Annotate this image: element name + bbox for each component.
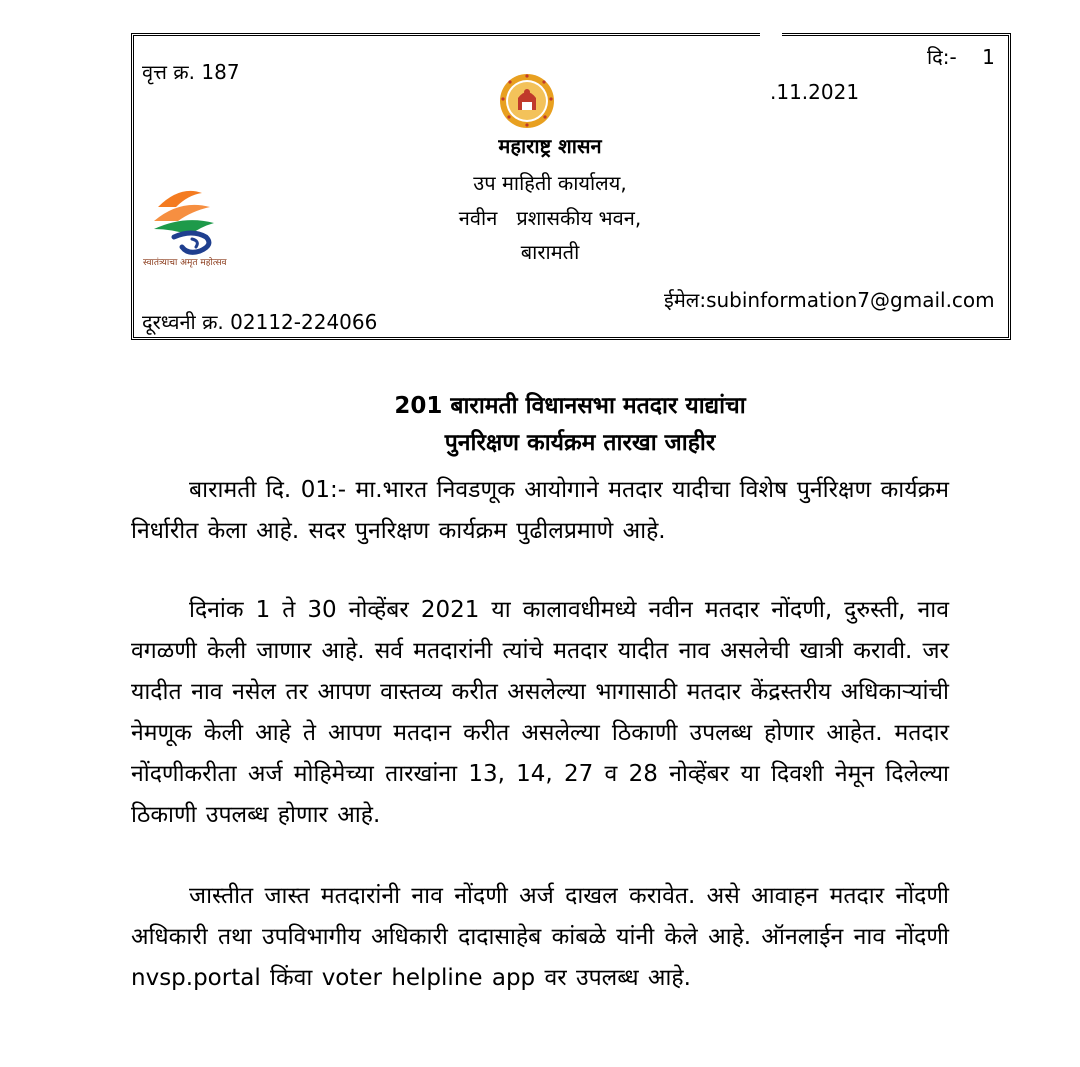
phone-number: दूरध्वनी क्र. 02112-224066 [142, 310, 378, 334]
paragraph-2: दिनांक 1 ते 30 नोव्हेंबर 2021 या कालावधीमध्ये नवीन मतदार नोंदणी, दुरुस्ती, नाव वगळणी केली जाणार आहे. सर्व मतदारांनी त्यांचे मतदार यादीत नाव असलेची खात्री करावी. जर यादीत नाव नसेल तर आपण वास्तव्य करीत असलेल्या भागासाठी मतदार केंद्रस्तरीय अधिकाऱ्यांची नेमणूक केली आहे ते आपण मतदान करीत असलेल्या ठिकाणी उपलब्ध होणार आहेत. मतदार नोंदणीकरीता अर्ज मोहिमेच्या तारखांना 13, 14, 27 व 28 नोव्हेंबर या दिवशी नेमून दिलेल्या ठिकाणी उपलब्ध होणार आहे. [131, 597, 949, 828]
date-value: .11.2021 [770, 80, 860, 104]
city-name: बारामती [520, 240, 580, 264]
border-gap [760, 28, 782, 40]
paragraph-1: बारामती दि. 01:- मा.भारत निवडणूक आयोगाने मतदार यादीचा विशेष पुर्नरिक्षण कार्यक्रम निर्धारीत केला आहे. सदर पुनरिक्षण कार्यक्रम पुढीलप्रमाणे आहे. [131, 477, 949, 544]
reference-number: वृत्त क्र. 187 [142, 60, 240, 84]
maharashtra-seal-icon [498, 72, 556, 130]
government-name: महाराष्ट्र शासन [498, 134, 602, 158]
headline-line-1: 201 बारामती विधानसभा मतदार याद्यांचा [394, 393, 746, 419]
building-name: नवीन प्रशासकीय भवन, [458, 206, 642, 230]
paragraph-3: जास्तीत जास्त मतदारांनी नाव नोंदणी अर्ज दाखल करावेत. असे आवाहन मतदार नोंदणी अधिकारी तथा उपविभागीय अधिकारी दादासाहेब कांबळे यांनी केले आहे. ऑनलाईन नाव नोंदणी nvsp.portal किंवा voter helpline app वर उपलब्ध आहे. [131, 883, 949, 991]
date-label: दि:- 1 [927, 45, 995, 69]
amrit-mahotsav-label: स्वातंत्र्याचा अमृत महोत्सव [143, 258, 227, 268]
headline-line-2: पुनरिक्षण कार्यक्रम तारखा जाहीर [444, 430, 716, 456]
email-address: ईमेल:subinformation7@gmail.com [664, 288, 995, 312]
office-name: उप माहिती कार्यालय, [473, 171, 627, 195]
